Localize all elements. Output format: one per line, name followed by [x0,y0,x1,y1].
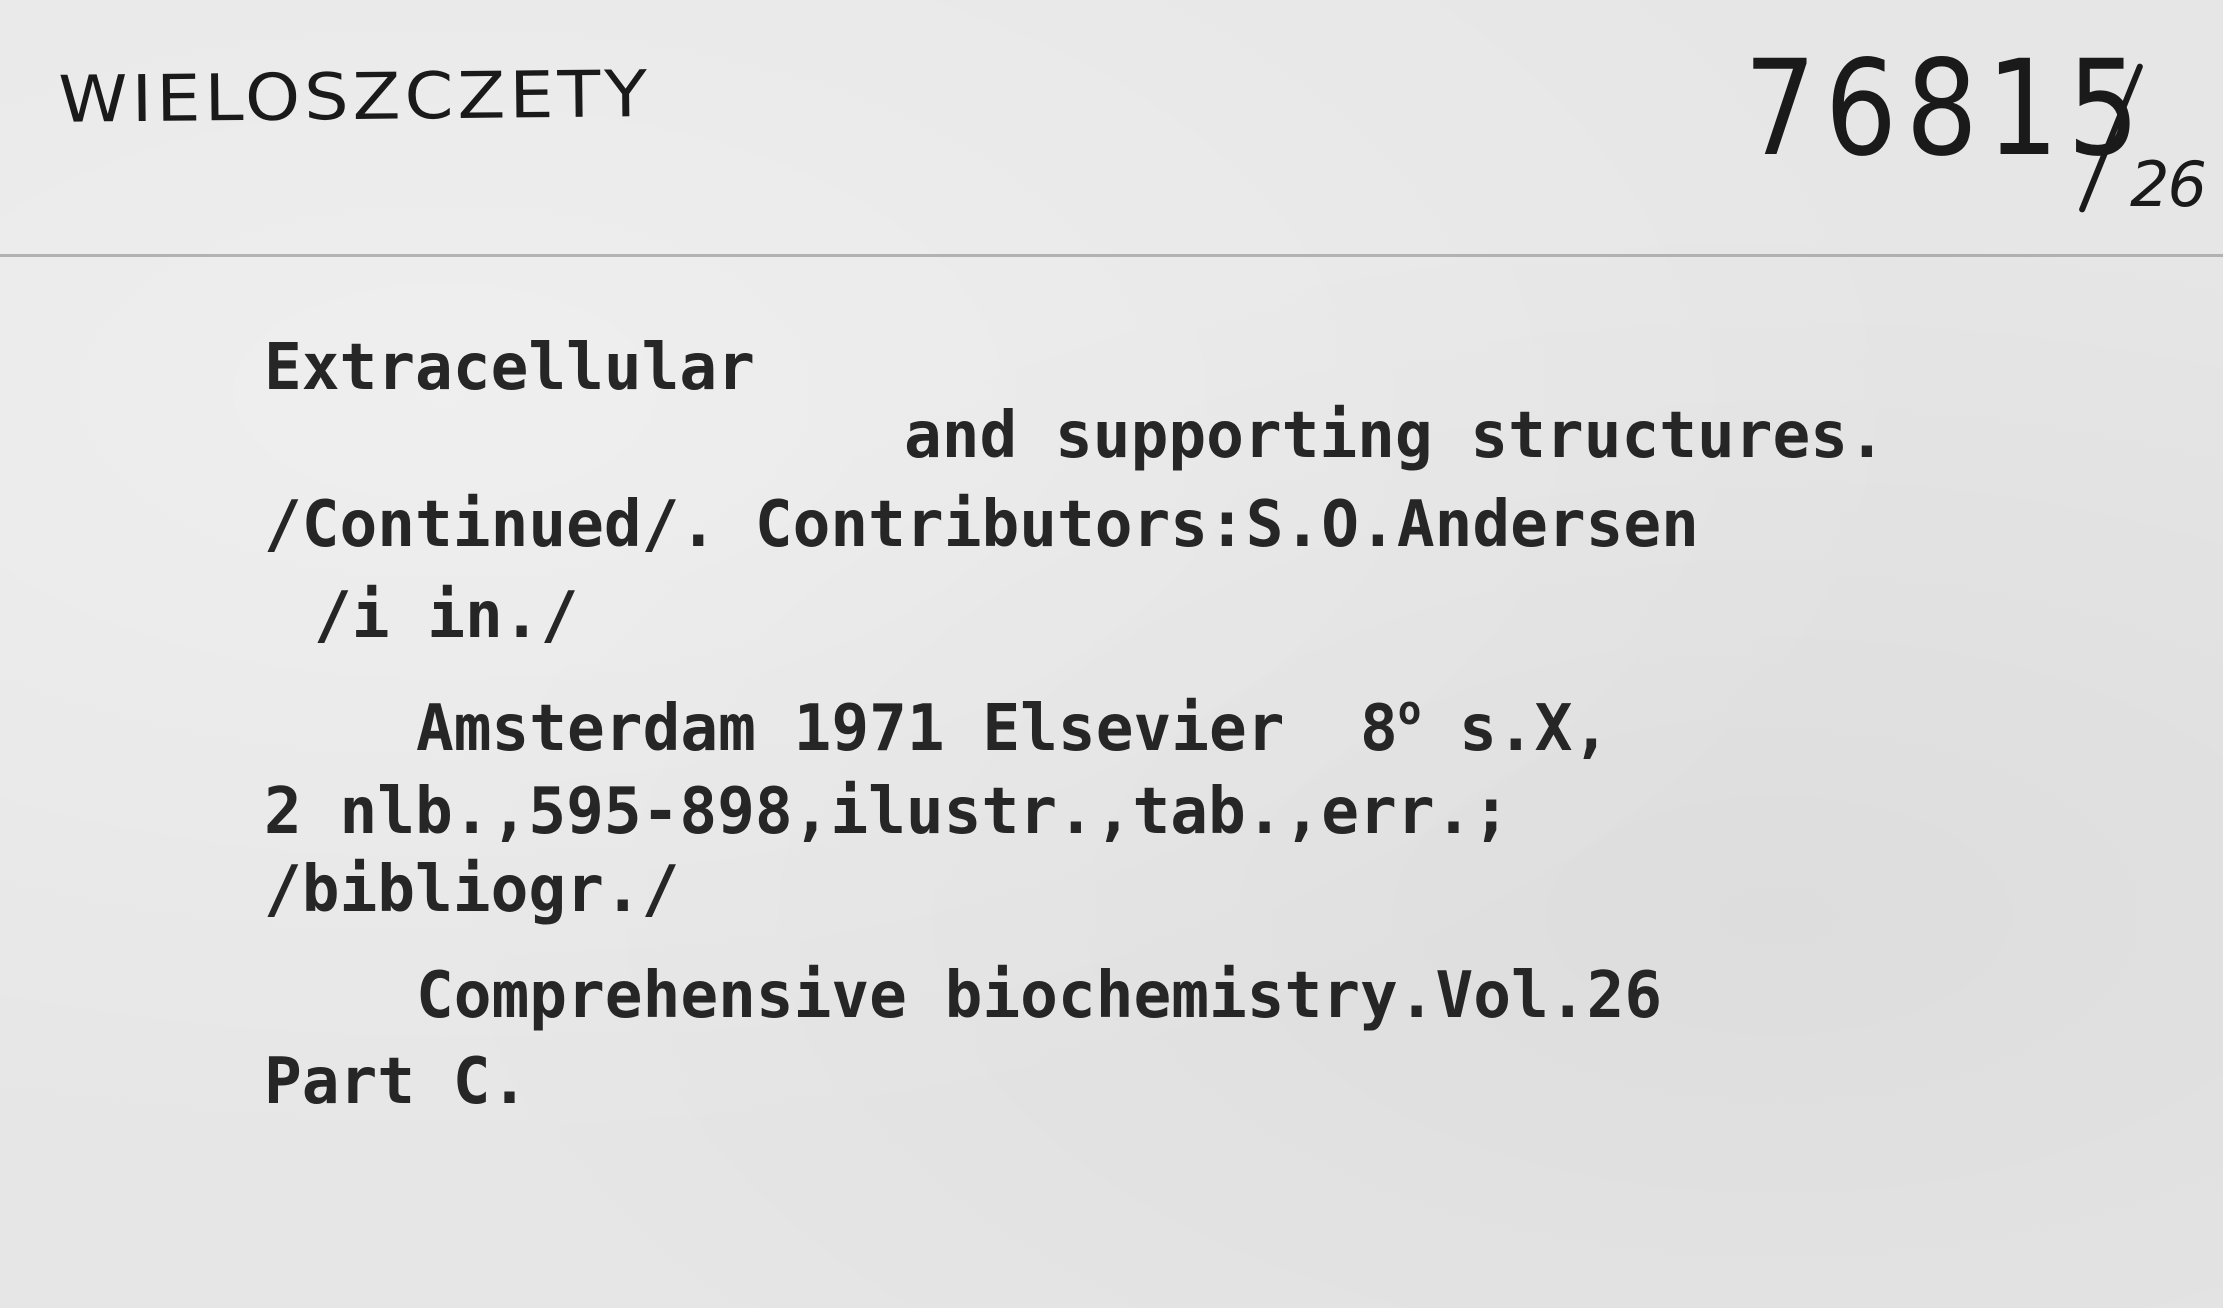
call-number: 76815 [1744,32,2149,186]
title-line-4: /i in./ [314,579,579,653]
call-number-suffix: 26 [2130,148,2205,221]
imprint-place-date-format: Amsterdam 1971 Elsevier 8 [416,692,1398,766]
imprint-line-2: 2 nlb.,595-898,ilustr.,tab.,err.; [264,775,1511,849]
title-line-2: and supporting structures. [904,399,1886,473]
subject-heading: WIELOSZCZETY [58,56,652,138]
header-rule [0,254,2223,257]
imprint-line-3: /bibliogr./ [264,853,680,927]
series-line-2: Part C. [264,1045,529,1119]
title-line-1: Extracellular [264,331,755,405]
series-line-1: Comprehensive biochemistry.Vol.26 [416,959,1663,1033]
format-degree: o [1397,688,1422,734]
title-line-3: /Continued/. Contributors:S.O.Andersen [264,488,1699,562]
imprint-line-1 [416,688,1611,769]
imprint-pages-prefix: s.X, [1421,692,1611,766]
